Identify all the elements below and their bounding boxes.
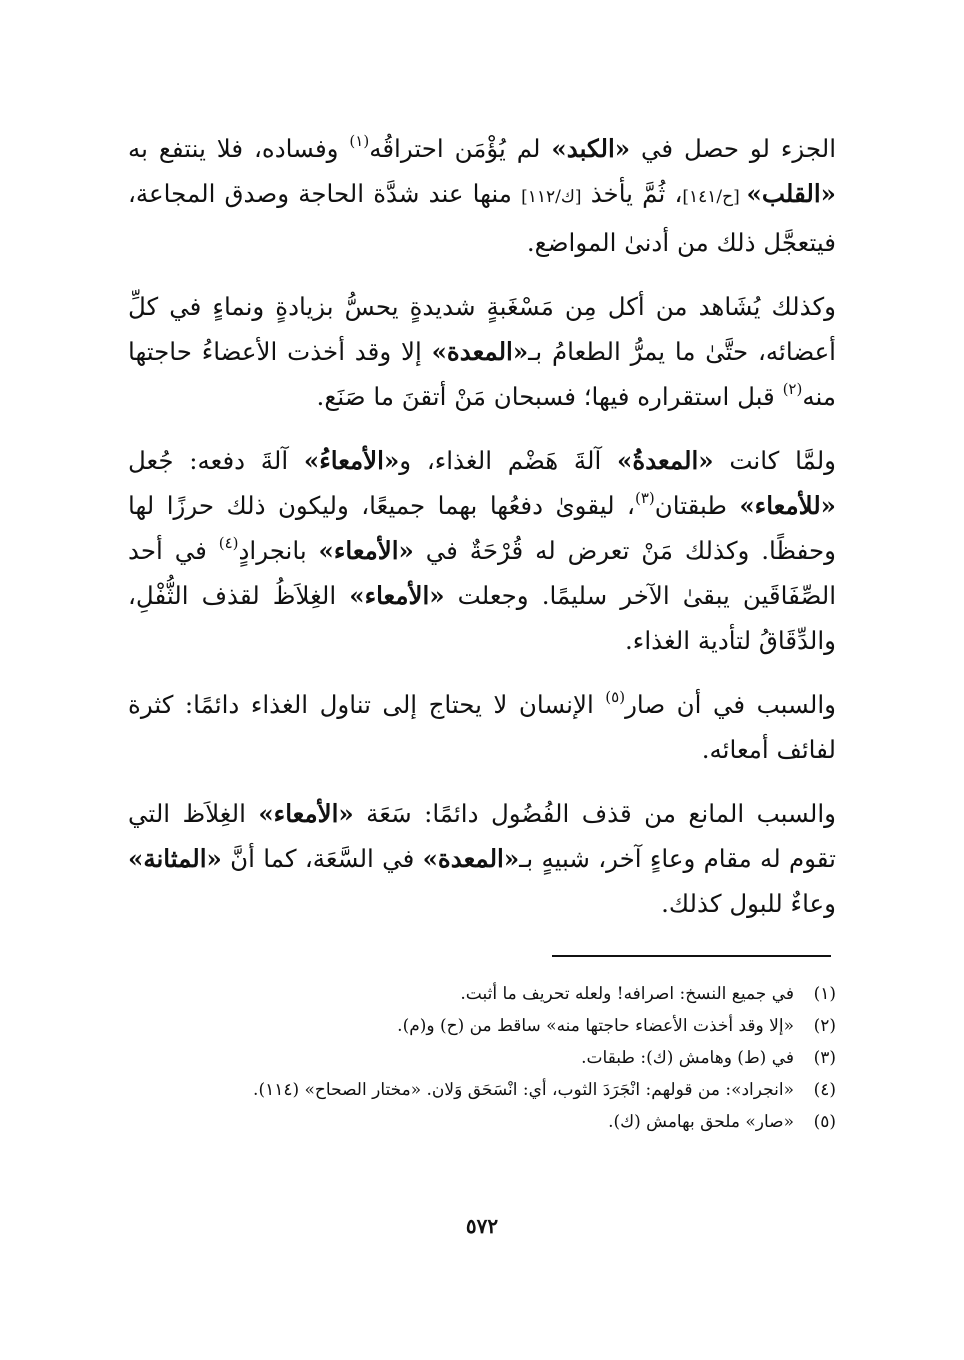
bold-term: «المثانة» <box>128 844 222 873</box>
main-text <box>128 126 836 945</box>
bold-term: «للأمعاء» <box>739 491 836 520</box>
text-run: الغِلاَظُ لقذف الثُّفْلِ، والدِّقَاقُ لتأدية الغذاء. <box>128 581 836 655</box>
text-run: وكذلك يُشَاهد من أكل مِن مَسْغَبةٍ شديدةٍ يحسُّ بزيادةٍ ونماءٍ في كلِّ أعضائه، حتَّىٰ ما يمرُّ الطعامُ بـ <box>128 292 836 366</box>
text-run: وفساده، فلا ينتفع به <box>128 134 350 163</box>
bold-term: «الأمعاء» <box>349 581 445 610</box>
footnote-marker: (١) <box>349 132 370 150</box>
bold-term: «القلب» <box>746 179 836 208</box>
footnote-number: (٤) <box>813 1080 836 1100</box>
paragraph <box>128 126 836 265</box>
manuscript-ref: [ك/١١٢] <box>521 187 582 207</box>
footnote-number: (٥) <box>813 1112 836 1132</box>
footnote-marker: (٢) <box>782 380 803 398</box>
footnote-text: في جميع النسخ: اصرافه! ولعله تحريف ما أثبت. <box>460 984 794 1004</box>
paragraph <box>128 791 836 926</box>
text-run: في أحد الصِّفَاقَين يبقىٰ الآخر سليمًا. وجعلت <box>128 536 837 610</box>
footnote-number: (٢) <box>813 1016 836 1036</box>
bold-term: «المعدةُ» <box>617 446 714 475</box>
text-run: والسبب في أن صار <box>625 690 836 719</box>
footnote-text: «انجراد»: من قولهم: انْجَرَدَ الثوب، أي: انْسَحَق وَلان. «مختار الصحاح» (١١٤). <box>253 1080 794 1100</box>
footnote-text: «إلا وقد أخذت الأعضاء حاجتها منه» ساقط من (ح) و(م). <box>397 1016 794 1036</box>
text-run: ، ثُمَّ يأخذ <box>581 179 683 208</box>
footnotes <box>128 978 836 1138</box>
text-run: آلةَ دفعه: جُعل <box>128 446 304 475</box>
footnote <box>128 1042 836 1074</box>
text-run: منها عند شدَّة الحاجة وصدق المجاعة، فيتعجَّل ذلك من أدنىٰ المواضع. <box>128 179 836 257</box>
text-run: ، ليقوىٰ دفعُها بهما جميعًا، وليكون ذلك حرزًا لها وحفظًا. وكذلك مَنْ تعرض له قُرْحَةٌ في <box>128 491 836 565</box>
bold-term: «الأمعاء» <box>258 799 354 828</box>
footnote-marker: (٤) <box>218 534 239 552</box>
footnote <box>128 978 836 1010</box>
footnote <box>128 1106 836 1138</box>
footnote <box>128 1010 836 1042</box>
text-run: بانجرادٍ <box>238 536 319 565</box>
footnote-separator <box>552 955 831 957</box>
text-run: في السَّعَة، كما أنَّ <box>221 844 423 873</box>
footnote-marker: (٥) <box>605 688 626 706</box>
text-run: وعاءٌ للبول كذلك. <box>661 889 836 918</box>
bold-term: «الأمعاء» <box>318 536 414 565</box>
text-run: إلا وقد أخذت الأعضاءُ حاجتها منه <box>128 337 836 411</box>
text-run: طبقتان <box>654 491 740 520</box>
paragraph <box>128 284 836 419</box>
bold-term: «الكبد» <box>551 134 631 163</box>
bold-term: «الأمعاءُ» <box>303 446 400 475</box>
text-run: الجزء لو حصل في <box>630 134 836 163</box>
bold-term: «المعدة» <box>422 844 520 873</box>
footnote-text: في (ط) وهامش (ك): طبقات. <box>581 1048 794 1068</box>
text-run: آلةَ هَضْم الغذاء، و <box>399 446 618 475</box>
text-run: قبل استقراره فيها؛ فسبحان مَنْ أتقنَ ما صَنَع. <box>316 382 783 411</box>
text-run: الغِلاَظ التي تقوم له مقام وعاءٍ آخر، شبيهٍ بـ <box>128 799 836 873</box>
bold-term: «المعدة» <box>431 337 529 366</box>
manuscript-ref: [ح/١٤١] <box>682 187 747 207</box>
paragraph <box>128 682 836 772</box>
footnote-text: «صار» ملحق بهامش (ك). <box>608 1112 794 1132</box>
text-run: ولمَّا كانت <box>713 446 836 475</box>
text-run: الإنسان لا يحتاج إلى تناول الغذاء دائمًا: كثرة لفائف أمعائه. <box>128 690 836 764</box>
page-number: ٥٧٢ <box>465 1214 499 1238</box>
paragraph <box>128 438 836 663</box>
text-run: لم يُؤْمَن احتراقُه <box>369 134 552 163</box>
footnote-number: (١) <box>813 984 836 1004</box>
footnote-number: (٣) <box>813 1048 836 1068</box>
footnote-marker: (٣) <box>634 489 655 507</box>
text-run: والسبب المانع من قذف الفُضُول دائمًا: سَعَة <box>353 799 837 828</box>
footnote <box>128 1074 836 1106</box>
